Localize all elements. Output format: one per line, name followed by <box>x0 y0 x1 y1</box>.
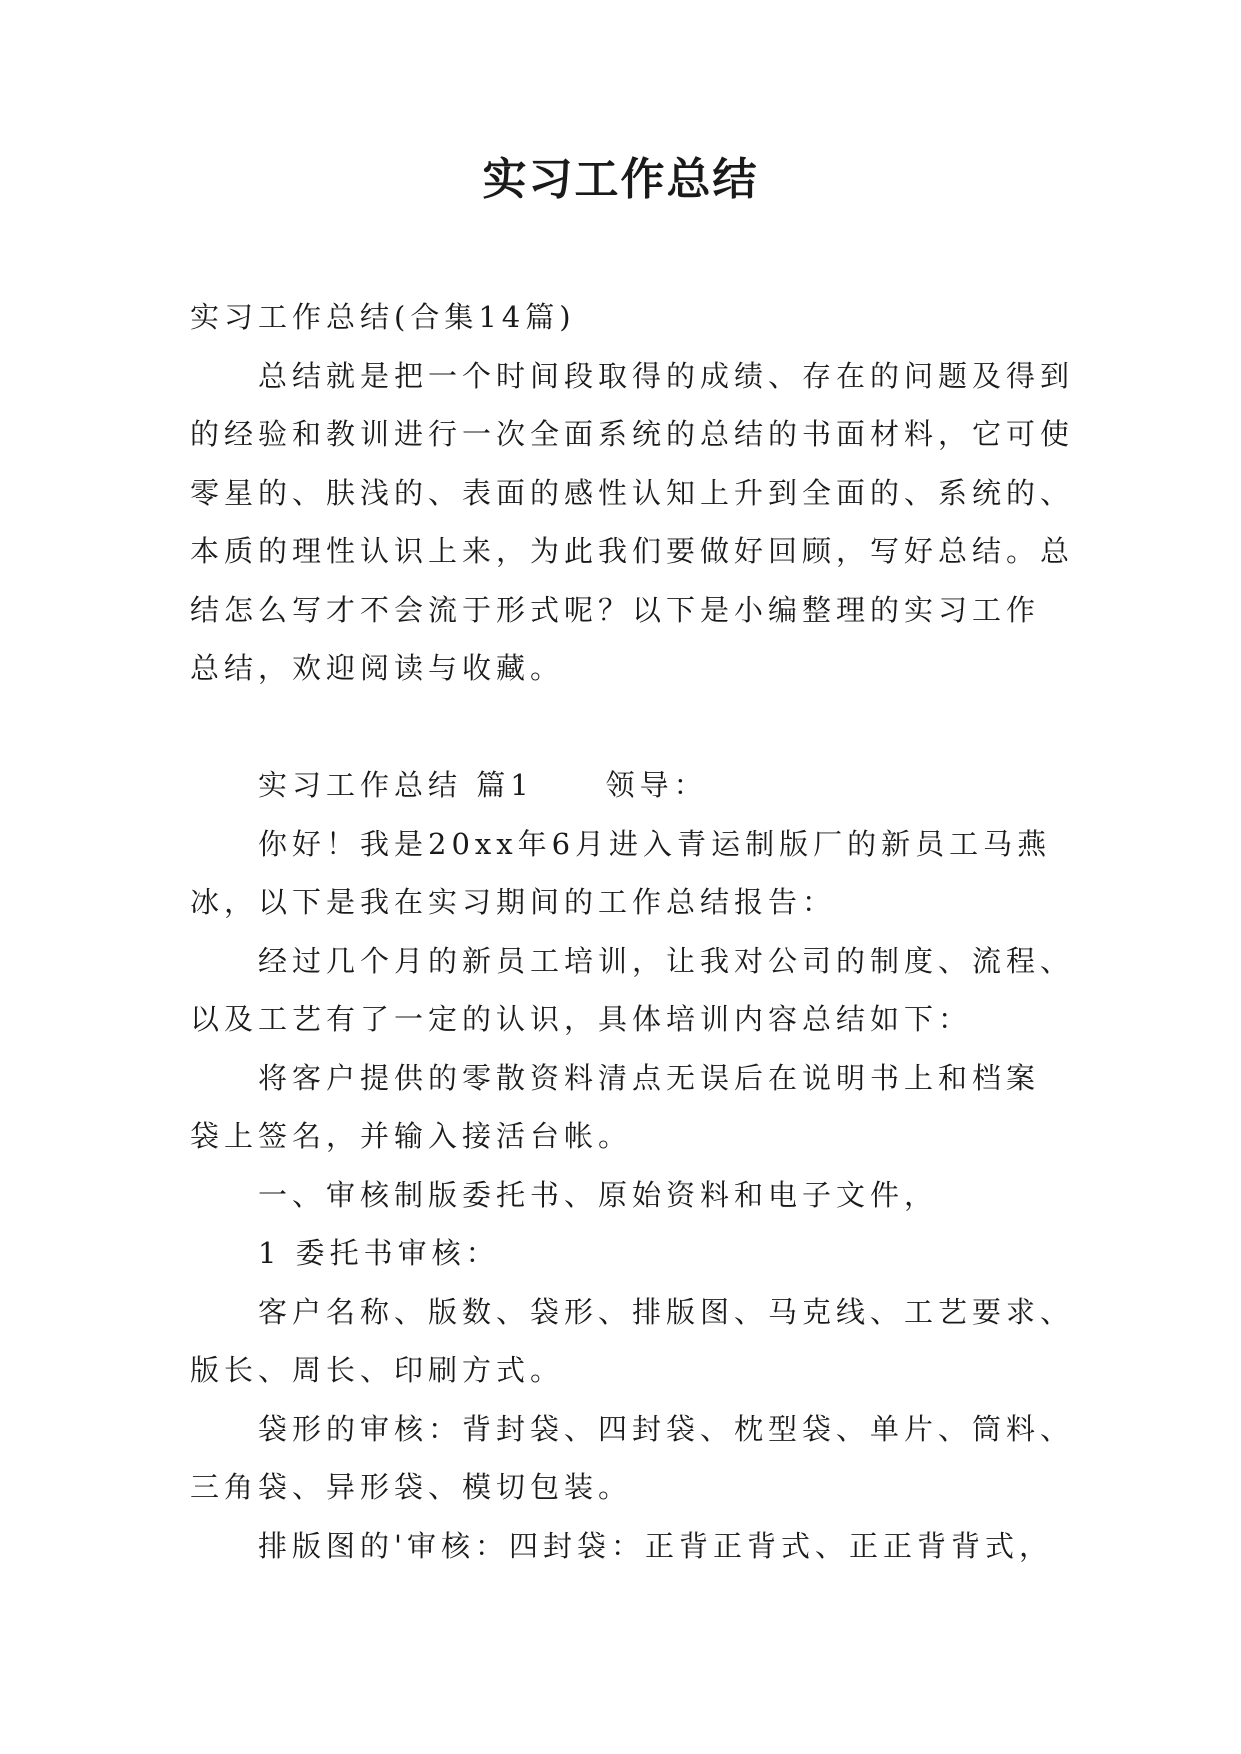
paragraph-line: 1 委托书审核： <box>258 1236 500 1270</box>
paragraph-line: 客户名称、版数、袋形、排版图、马克线、工艺要求、 <box>258 1294 1075 1329</box>
document-body <box>190 288 1075 1575</box>
paragraph-line: 以及工艺有了一定的认识，具体培训内容总结如下： <box>190 1002 973 1036</box>
intro-line: 总结，欢迎阅读与收藏。 <box>190 651 565 685</box>
paragraph-line: 将客户提供的零散资料清点无误后在说明书上和档案 <box>258 1060 1041 1095</box>
paragraph-line: 版长、周长、印刷方式。 <box>190 1353 565 1387</box>
paragraph-line: 一、审核制版委托书、原始资料和电子文件， <box>258 1177 939 1212</box>
paragraph-line: 经过几个月的新员工培训，让我对公司的制度、流程、 <box>258 943 1075 978</box>
intro-line: 零星的、肤浅的、表面的感性认知上升到全面的、系统的、 <box>190 475 1075 510</box>
paragraph-gap <box>190 698 1070 757</box>
paragraph-line: 袋形的审核：背封袋、四封袋、枕型袋、单片、筒料、 <box>258 1411 1075 1446</box>
paragraph-line: 袋上签名，并输入接活台帐。 <box>190 1119 633 1153</box>
paragraph-line: 你好！我是20xx年6月进入青运制版厂的新员工马燕 <box>258 826 1052 861</box>
intro-line: 结怎么写才不会流于形式呢？以下是小编整理的实习工作 <box>190 592 1041 627</box>
document-title: 实习工作总结 <box>482 154 759 205</box>
salutation: 领导： <box>605 768 708 802</box>
section-heading: 实习工作总结 篇1 <box>258 768 534 802</box>
intro-line: 的经验和教训进行一次全面系统的总结的书面材料，它可使 <box>190 417 1075 451</box>
intro-line: 总结就是把一个时间段取得的成绩、存在的问题及得到 <box>258 358 1075 393</box>
document-subtitle: 实习工作总结(合集14篇) <box>190 300 576 334</box>
paragraph-line: 冰，以下是我在实习期间的工作总结报告： <box>190 885 837 919</box>
paragraph-line: 三角袋、异形袋、模切包装。 <box>190 1470 633 1504</box>
paragraph-line: 排版图的'审核：四封袋：正背正背式、正正背背式， <box>258 1528 1053 1563</box>
intro-line: 本质的理性认识上来，为此我们要做好回顾，写好总结。总 <box>190 534 1075 568</box>
section-heading-line <box>190 756 1070 815</box>
